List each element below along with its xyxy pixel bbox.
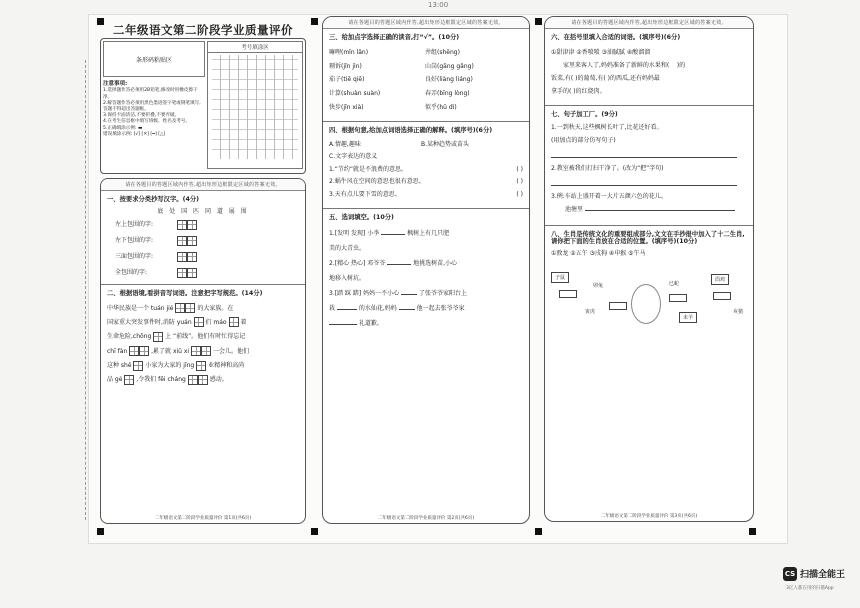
char-box[interactable] [177, 252, 187, 262]
zodiac-label: 酉鸡 [711, 274, 729, 285]
zodiac-diagram [551, 264, 747, 344]
q8-options: ①敦龙 ②五午 ③戌狗 ④申猴 ⑤午马 [551, 250, 646, 258]
q3-item[interactable]: 快步(jǐn xià) [329, 104, 364, 112]
answer-panel-page1 [100, 178, 306, 524]
exam-id-label: 考号填涂区 [208, 42, 302, 53]
registration-mark [535, 18, 542, 25]
q3-item[interactable]: 井组(shēng) [425, 48, 460, 56]
char-box[interactable] [177, 220, 187, 230]
blank[interactable] [401, 294, 417, 295]
q1-row-label: 全包围的字: [115, 268, 148, 276]
registration-mark [311, 18, 318, 25]
q1-row-label: 左下包围的字: [115, 236, 154, 244]
instruction-item: 1.选择题作答必须用2B铅笔,修改时用橡皮擦干净。 [103, 88, 198, 100]
q5-title: 五、选词填空。(10分) [329, 213, 394, 221]
blank[interactable] [399, 309, 415, 310]
answer-box[interactable] [669, 294, 687, 302]
zodiac-label: 子鼠 [551, 272, 569, 283]
q6-body: ①甜津津 ②香喷喷 ③油腻腻 ④酸溜溜 家里来客人了,妈妈准备了新鲜的水果和( )的 饭菜,有( )的葡萄,有( )的西瓜,还有妈妈最 拿手的( )的红烧肉。 [551, 48, 686, 96]
q1-title: 一、按要求分类抄写汉字。(4分) [107, 196, 199, 203]
answer-line[interactable] [551, 176, 737, 186]
q4-item: 1.“节约”就是不浪费的意思。 [329, 165, 407, 173]
q5-items: 1.[发明 发现] 小李 枫树上有几只肥 美的大青虫。 2.[精心 热心] 邓爷爷 地挑选树苗,小心 地移入树坑。 3.[踏 踩 踏] 妈妈一不小心 了张爷爷家阳台上 栽 的水仙花,妈妈 他一起去张爷爷家 礼道歉。 [329, 229, 467, 327]
q1-row-label: 三面包围的字: [115, 252, 154, 260]
page-footer: 二年级语文第二阶段学业质量评价 第2页(共6页) [377, 516, 475, 521]
answer-box[interactable] [713, 292, 731, 300]
q1-row [115, 252, 299, 262]
q4-item: 2.蜗牛风在空间的意思也很有意思。 [329, 178, 425, 186]
char-box[interactable] [177, 268, 187, 278]
page-footer: 二年级语文第二阶段学业质量评价 第1页(共6页) [154, 516, 252, 521]
q3-item[interactable]: 剔诉(jǐn jìn) [329, 62, 362, 70]
answer-panel-page2 [322, 16, 530, 524]
answer-paren[interactable]: ( ) [516, 165, 523, 173]
q1-row-label: 左上包围的字: [115, 220, 154, 228]
q1-row [115, 236, 299, 246]
q3-item[interactable]: 嘛哩(mǐn lǎn) [329, 48, 369, 56]
answer-panel-page3 [544, 16, 754, 522]
q3-item[interactable]: 春弄(bīng lòng) [425, 90, 470, 98]
instruction-item: 2.解答题作答必须用黑色墨迹签字笔或钢笔填写,答题不得超出答题框。 [103, 100, 201, 112]
blank[interactable] [329, 324, 357, 325]
instruction-item: 4.在考生信息框中填写班级、姓名及考号。 [103, 119, 191, 125]
q3-item[interactable]: 茄子(tiē qiē) [329, 76, 365, 84]
answer-paren[interactable]: ( ) [516, 191, 523, 199]
notice-bar: 请在各题目的答题区域内作答,超出矩形边框限定区域的答案无效。 [545, 17, 753, 29]
zodiac-label: 寅虎 [585, 309, 596, 316]
q3-item[interactable]: 计算(shuàn suàn) [329, 90, 381, 98]
q1-characters: 底 处 国 匹 同 道 展 围 [157, 207, 249, 215]
instruction-item: 5.正确填涂示例: ▬ [103, 125, 143, 131]
char-box[interactable] [187, 268, 197, 278]
q4-item: 3.天有点儿要下雪的意思。 [329, 191, 401, 199]
exam-id-area [207, 41, 303, 169]
blank[interactable] [337, 309, 357, 310]
answer-box[interactable] [609, 302, 627, 310]
top-page-number: 13:00 [428, 1, 449, 9]
zodiac-illustration [631, 284, 661, 324]
zodiac-label: 未羊 [679, 312, 697, 323]
zodiac-label: 卯兔 [593, 283, 604, 290]
registration-mark [535, 528, 542, 535]
answer-line[interactable] [551, 148, 737, 158]
answer-line[interactable] [585, 210, 735, 211]
barcode-area: 条形码粘贴区 [103, 41, 205, 77]
notice-bar: 请在各题目的答题区域内作答,超出矩形边框限定区域的答案无效。 [101, 179, 305, 191]
q8-title: 八、生肖是传统文化的重要组成部分,文文在手抄报中加入了十二生肖,请你把下面的生肖放在合适的位置。(填序号)(10分) [551, 230, 745, 246]
instruction-item: 3.保持卡面清洁,不要折叠,不要弄破。 [103, 113, 180, 119]
camscanner-name: 扫描全能王 [800, 570, 846, 580]
camscanner-tagline: 3亿人都在用的扫描App [786, 586, 834, 591]
q2-title: 二、根据语境,看拼音写词语。注意把字写规范。(14分) [107, 289, 263, 297]
char-box[interactable] [187, 252, 197, 262]
binding-margin [85, 60, 86, 520]
q7-title: 七、句子加工厂。(9分) [551, 110, 618, 118]
q1-row [115, 220, 299, 230]
instructions-heading: 注意事项: [103, 81, 128, 87]
camscanner-logo: CS [783, 567, 797, 581]
wrong-fill-examples: 错误填涂示例: [√] [✕] [━] [△] [103, 131, 166, 137]
page-footer: 二年级语文第二阶段学业质量评价 第3页(共6页) [600, 514, 698, 519]
registration-mark [97, 528, 104, 535]
char-box[interactable] [177, 236, 187, 246]
q2-passage: 中华民族是一个 tuán jié 的大家族。在 国家重大突发事件时,消防 yuán 们 máo 着 生命危险,chōng 上 “前线”。他们有时忙得忘记 chī fàn ,累了就 xiū xi 一会儿。他们 这种 shě 小家为大家的 jīng 业精神和高尚 品 gé ,令我们 fēi cháng 感动。 [107, 304, 249, 384]
blank[interactable] [387, 264, 411, 265]
q3-item[interactable]: 山岗(gāng gǎng) [425, 62, 474, 70]
registration-mark [311, 528, 318, 535]
q3-item[interactable]: 良好(liàng liáng) [425, 76, 473, 84]
instructions [103, 81, 205, 138]
zodiac-label: 巳蛇 [669, 281, 680, 288]
char-box[interactable] [187, 236, 197, 246]
registration-mark [749, 528, 756, 535]
header-info-panel [100, 38, 306, 174]
q3-options [329, 46, 523, 115]
exam-id-bubble-grid [212, 55, 298, 159]
q1-row [115, 268, 299, 278]
q6-title: 六、在括号里填入合适的词语。(填序号)(6分) [551, 34, 681, 41]
zodiac-label: 亥猪 [733, 309, 744, 316]
answer-paren[interactable]: ( ) [516, 178, 523, 186]
answer-box[interactable] [559, 290, 577, 298]
q3-item[interactable]: 似乎(hū dì) [425, 104, 457, 112]
q7-body: 1.一到秋天,这些枫树长叶了,比花还好看。 (用加点的部分仿写句子) 2.教室被我们打扫干净了。(改为“把”字句) 3.例:车站上盛开着一大片五颜六色的花儿。 池塘里 [551, 122, 747, 216]
q4-title: 四、根据句意,给加点词语选择正确的解释。(填序号)(6分) [329, 126, 493, 134]
blank[interactable] [381, 234, 405, 235]
exam-title: 二年级语文第二阶段学业质量评价 [113, 23, 293, 37]
char-box[interactable] [187, 220, 197, 230]
q4-options: A.情趣,趣味 B.某种趋势或苗头 C.文字表达的意义 1.“节约”就是不浪费的意思。 ( ) 2.蜗牛风在空间的意思也很有意思。 ( ) 3.天有点儿要下雪的意思。 ( ) [329, 139, 523, 202]
notice-bar: 请在各题目的答题区域内作答,超出矩形边框限定区域的答案无效。 [323, 17, 529, 29]
q3-title: 三、给加点字选择正确的读音,打“√”。(10分) [329, 34, 460, 41]
